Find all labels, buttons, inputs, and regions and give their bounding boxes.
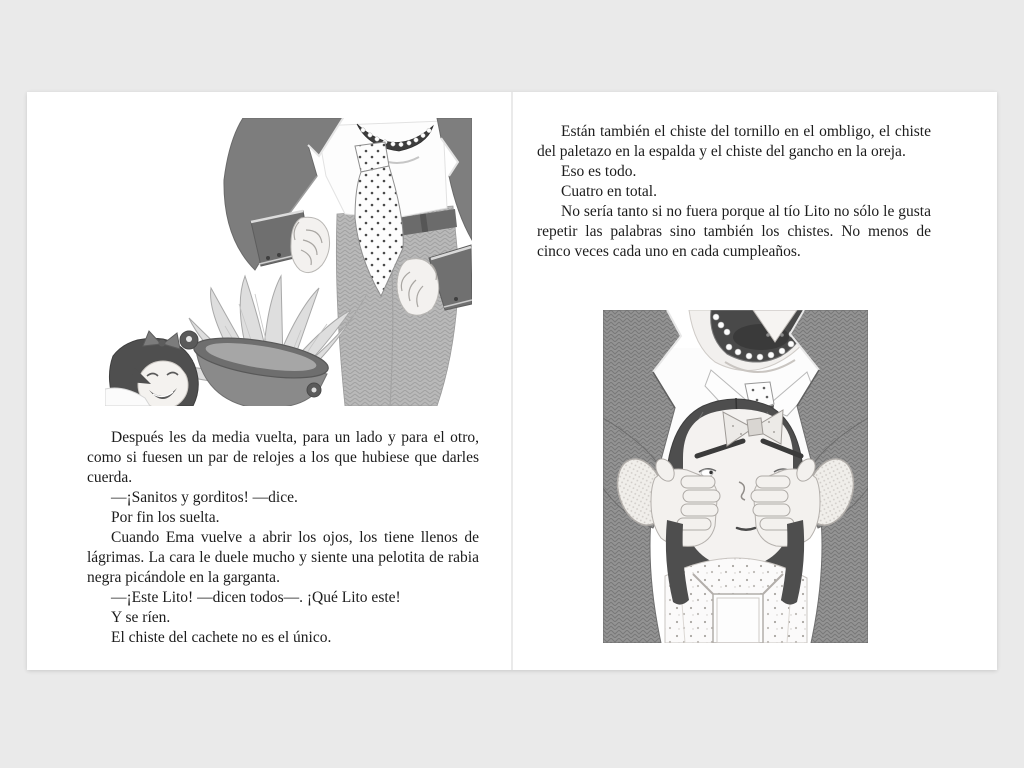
paragraph: Están también el chiste del tornillo en el ombligo, el chiste del paletazo en la espalda y el chiste del gancho en la oreja.: [537, 123, 931, 160]
uncle-right-hand: [397, 259, 439, 316]
uncle-left-hand: [291, 217, 330, 272]
plant-pot: [180, 331, 331, 406]
paragraph: El chiste del cachete no es el único.: [111, 629, 332, 646]
pinafore-bib: [713, 594, 763, 643]
illustration-uncle-squeezing-girl-cheeks: [603, 310, 868, 643]
illustration-left-svg: [105, 118, 472, 406]
illustration-uncle-over-plant-pot: [105, 118, 472, 406]
paragraph: Después les da media vuelta, para un lado y para el otro, como si fuesen un par de relojes a los que hubiese que darles cuerda.: [87, 429, 479, 486]
paragraph: Cuando Ema vuelve a abrir los ojos, los tiene llenos de lágrimas. La cara le duele mucho y siente una pelotita de rabia negra picándole en la garganta.: [87, 529, 479, 586]
paragraph: —¡Sanitos y gorditos! —dice.: [111, 489, 298, 506]
page-left: [27, 92, 512, 670]
book-spread: [27, 92, 997, 670]
page-left-text: [87, 428, 479, 648]
paragraph: Eso es todo.: [561, 163, 637, 180]
paragraph: Por fin los suelta.: [111, 509, 220, 526]
paragraph: —¡Este Lito! —dicen todos—. ¡Qué Lito este!: [111, 589, 401, 606]
paragraph: Cuatro en total.: [561, 183, 657, 200]
paragraph: No sería tanto si no fuera porque al tío Lito no sólo le gusta repetir las palabras sino también los chistes. No menos de cinco veces cada uno en cada cumpleaños.: [537, 203, 931, 260]
page-right: [512, 92, 997, 670]
page-right-text: [537, 122, 931, 262]
paragraph: Y se ríen.: [111, 609, 171, 626]
illustration-right-svg: [603, 310, 868, 643]
